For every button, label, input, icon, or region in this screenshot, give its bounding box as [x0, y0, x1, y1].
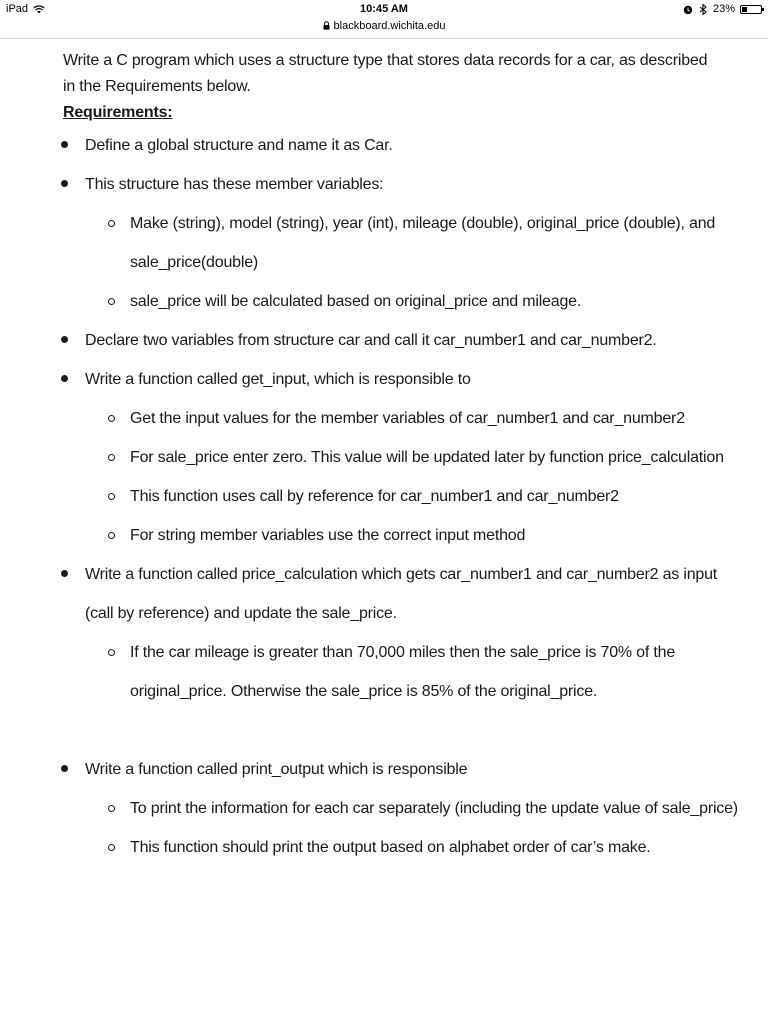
bluetooth-icon [698, 4, 708, 15]
sub-bullet-item [0, 282, 768, 321]
bullet-item [0, 126, 768, 165]
bullet-dot [61, 141, 68, 148]
requirements-heading: Requirements: [63, 104, 173, 121]
sub-bullet-text: If the car mileage is greater than 70,000 miles then the sale_price is 70% of the original_price. Otherwise the sale_price is 85% of the original_price. [130, 644, 676, 700]
sub-bullet-circle [108, 844, 115, 851]
sub-bullet-text: This function uses call by reference for car_number1 and car_number2 [130, 488, 619, 505]
bullet-item [0, 360, 768, 399]
bullet-dot [61, 765, 68, 772]
sub-bullet-item [0, 399, 768, 438]
bullet-item [0, 165, 768, 204]
sub-bullet-item [0, 633, 768, 711]
document [0, 48, 768, 867]
url-bar-divider [0, 38, 768, 39]
bullet-dot [61, 180, 68, 187]
bullet-dot [61, 570, 68, 577]
bullet-text: Declare two variables from structure car and call it car_number1 and car_number2. [85, 332, 657, 349]
bullet-text: This structure has these member variables: [85, 176, 384, 193]
sub-bullet-item [0, 789, 768, 828]
bullet-item [0, 321, 768, 360]
status-time: 10:45 AM [360, 3, 408, 15]
alarm-clock-icon [683, 4, 693, 15]
spacer [0, 711, 768, 750]
sub-bullet-text: To print the information for each car separately (including the update value of sale_price) [130, 800, 738, 817]
sub-bullet-circle [108, 220, 115, 227]
sub-bullet-circle [108, 805, 115, 812]
bullet-item [0, 555, 768, 633]
sub-bullet-item [0, 477, 768, 516]
device-name: iPad [6, 3, 29, 15]
sub-bullet-circle [108, 649, 115, 656]
intro-paragraph: Write a C program which uses a structure type that stores data records for a car, as described in the Requirements below. [63, 52, 708, 95]
sub-bullet-text: This function should print the output based on alphabet order of car’s make. [130, 839, 651, 856]
sub-bullet-circle [108, 454, 115, 461]
bullet-dot [61, 375, 68, 382]
bullet-text: Write a function called price_calculation which gets car_number1 and car_number2 as input (call by reference) and update the sale_price. [85, 566, 718, 622]
battery-percent: 23% [712, 3, 735, 15]
sub-bullet-text: For sale_price enter zero. This value will be updated later by function price_calculation [130, 449, 724, 466]
sub-bullet-circle [108, 532, 115, 539]
sub-bullet-item [0, 828, 768, 867]
sub-bullet-text: sale_price will be calculated based on original_price and mileage. [130, 293, 582, 310]
bullet-text: Write a function called get_input, which is responsible to [85, 371, 471, 388]
sub-bullet-text: For string member variables use the correct input method [130, 527, 526, 544]
bullet-text: Define a global structure and name it as Car. [85, 137, 393, 154]
sub-bullet-item [0, 204, 768, 282]
status-bar [0, 0, 768, 20]
bullet-item [0, 750, 768, 789]
sub-bullet-circle [108, 415, 115, 422]
sub-bullet-item [0, 516, 768, 555]
sub-bullet-circle [108, 298, 115, 305]
battery-icon [740, 5, 762, 14]
sub-bullet-circle [108, 493, 115, 500]
sub-bullet-text: Get the input values for the member variables of car_number1 and car_number2 [130, 410, 685, 427]
bullet-dot [61, 336, 68, 343]
url-bar[interactable] [0, 20, 768, 38]
bullet-text: Write a function called print_output which is responsible [85, 761, 468, 778]
sub-bullet-item [0, 438, 768, 477]
url-text[interactable]: blackboard.wichita.edu [333, 20, 446, 32]
lock-icon [323, 21, 330, 30]
status-right [683, 3, 762, 15]
sub-bullet-text: Make (string), model (string), year (int), mileage (double), original_price (double), and sale_price(double) [130, 215, 716, 271]
